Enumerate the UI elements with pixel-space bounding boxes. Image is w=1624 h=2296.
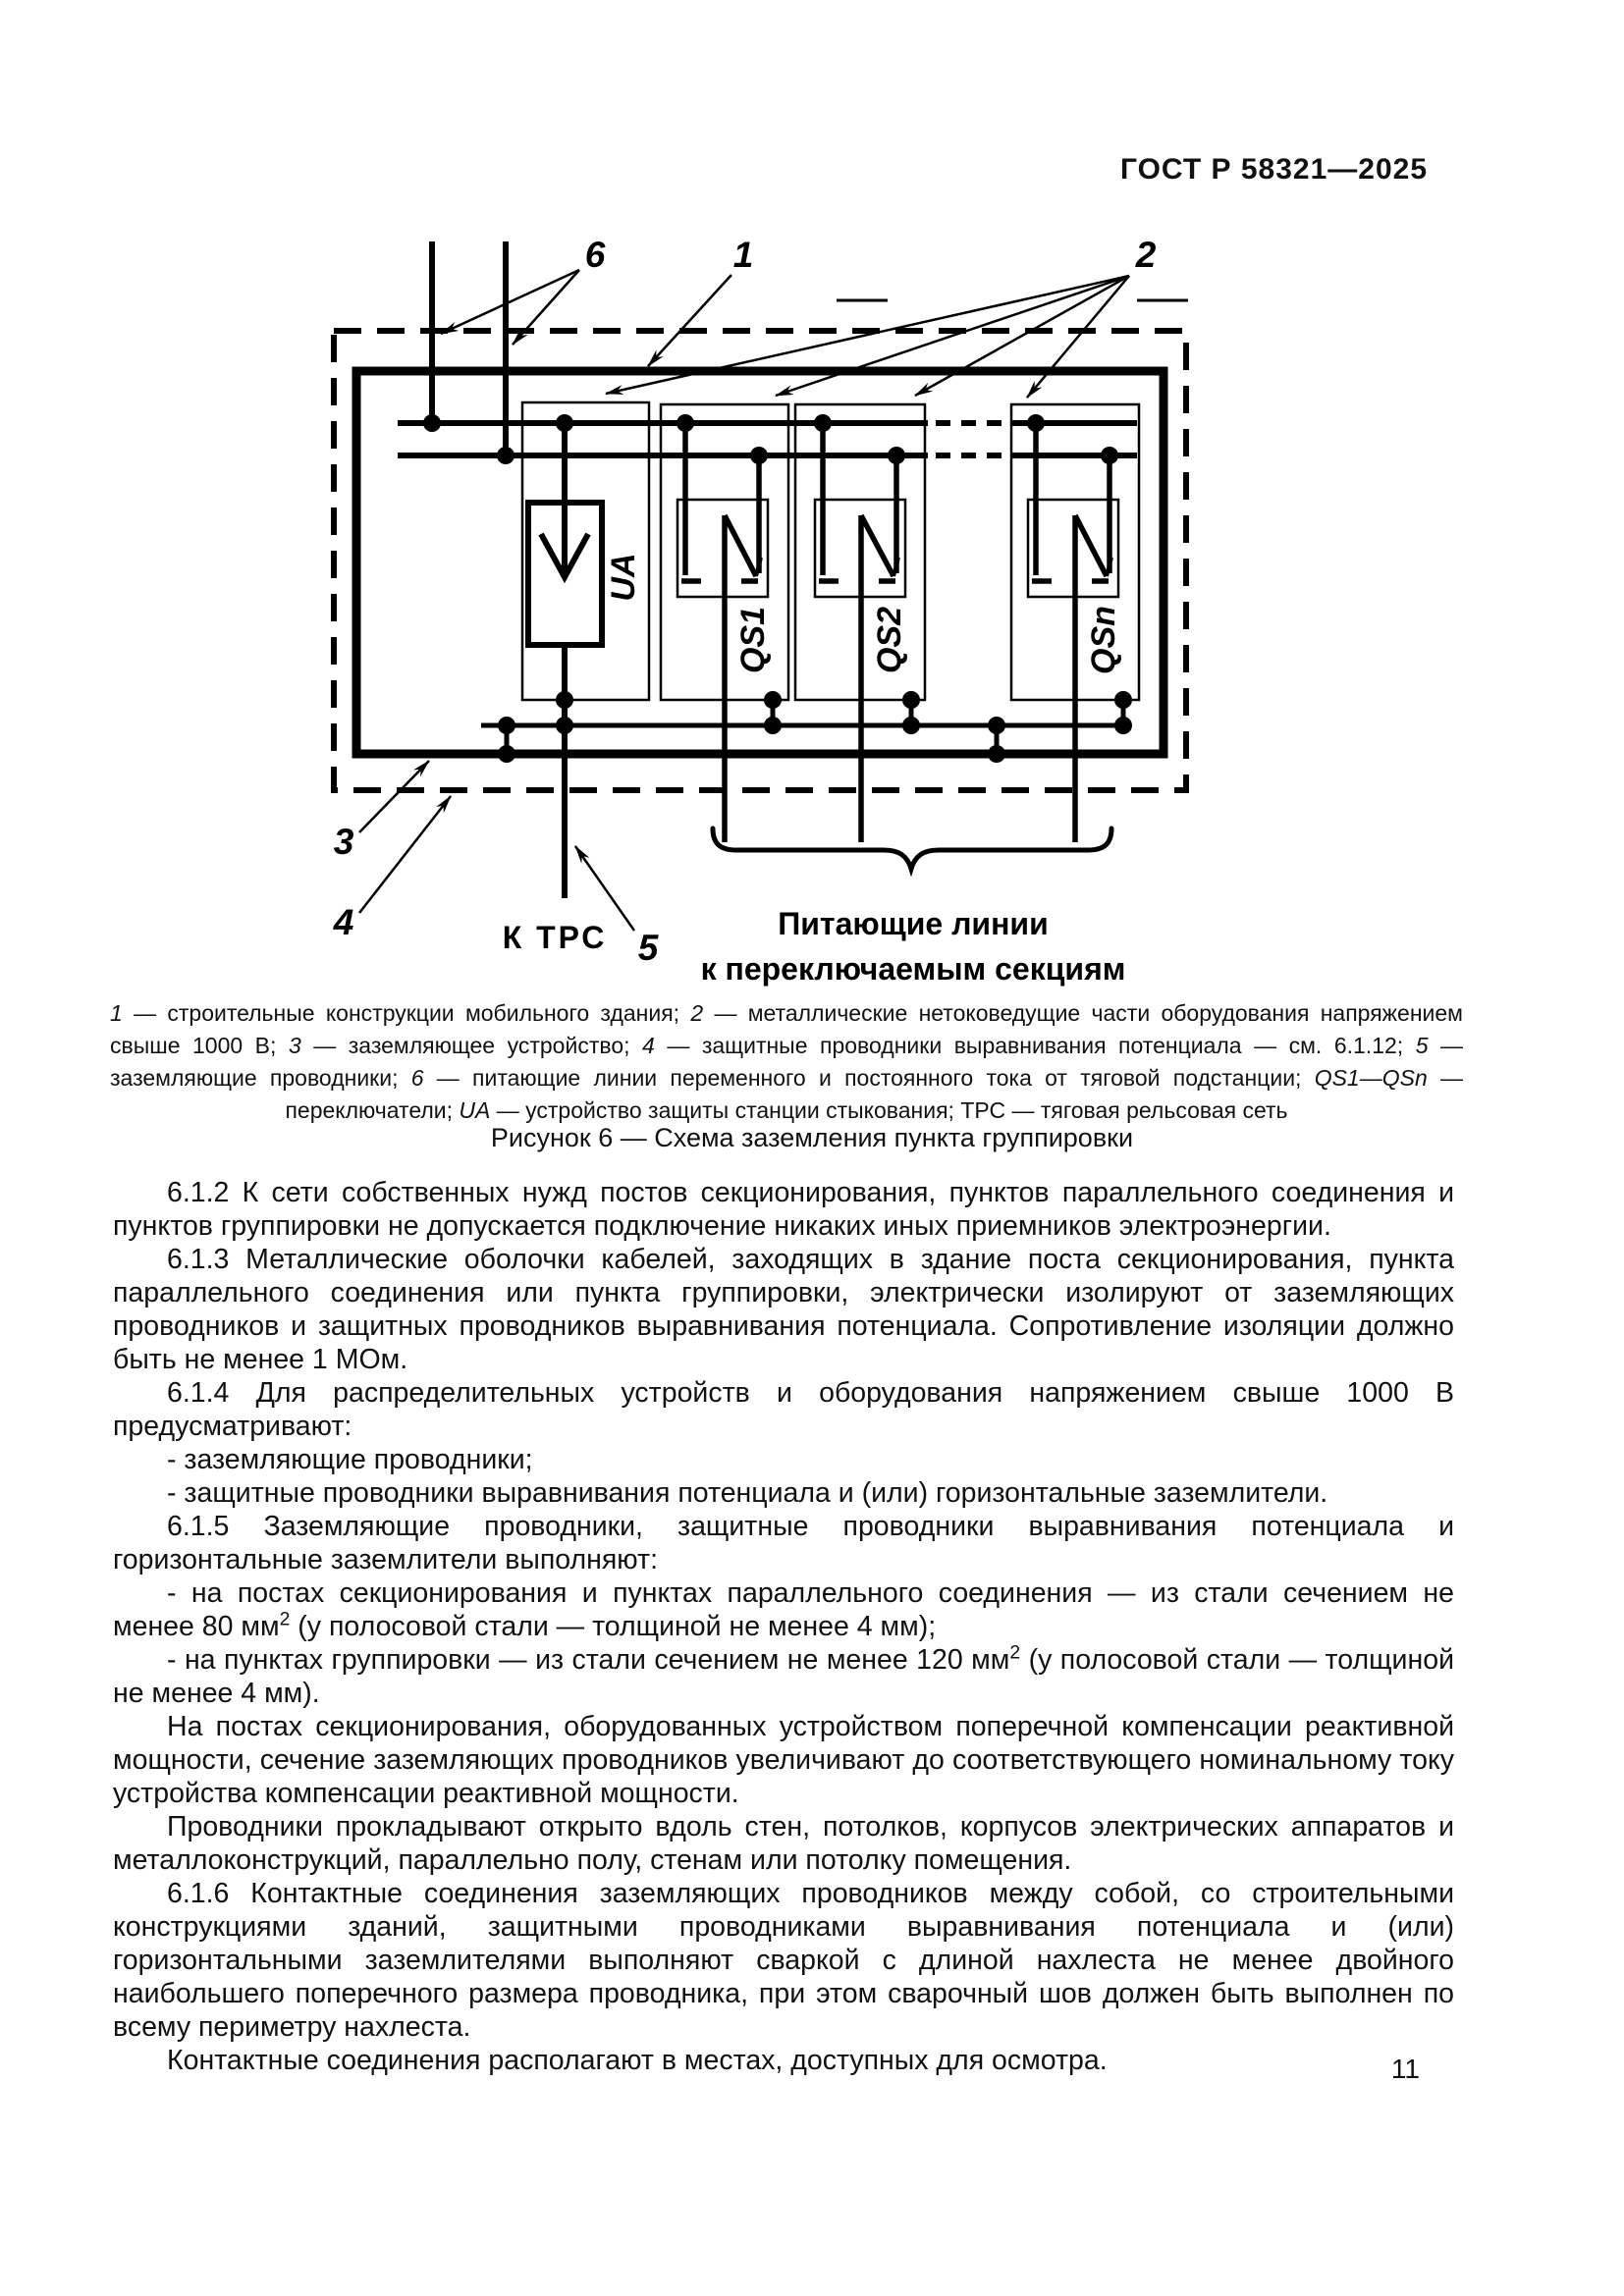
page-number: 11 <box>1390 2054 1420 2084</box>
junction-dot <box>556 717 573 734</box>
text-segment: Проводники прокладывают открыто вдоль стен, потолков, корпусов электрических аппаратов и металлоконструкций, параллельно полу, стенам или потолку помещения. <box>113 1811 1454 1876</box>
leader-2c <box>915 276 1129 396</box>
leader-5 <box>575 846 634 931</box>
body-paragraph <box>113 1576 1454 1643</box>
body-paragraph <box>113 1810 1454 1877</box>
junction-dot <box>556 691 573 709</box>
junction-dot <box>1101 447 1118 464</box>
text-segment: - на постах секционирования и пунктах параллельного соединения — из стали сечением не менее 80 мм <box>113 1577 1454 1642</box>
body-paragraph <box>113 1710 1454 1810</box>
qsn-label: QSn <box>1085 606 1122 674</box>
qs1-blade <box>725 515 756 576</box>
equipment-enclosures <box>522 402 1139 700</box>
ref-label-1: 1 <box>732 235 754 275</box>
text-segment: — заземляющие проводники; <box>110 1033 1463 1091</box>
junction-dot <box>988 745 1005 763</box>
ref-label-6: 6 <box>584 235 606 275</box>
leader-1 <box>648 275 731 366</box>
qs2-blade <box>861 515 893 576</box>
document-code-header: ГОСТ Р 58321—2025 <box>1119 153 1428 186</box>
junction-dot <box>888 447 905 464</box>
qs2-label: QS2 <box>871 606 908 674</box>
junction-dot <box>556 414 573 432</box>
body-paragraph <box>113 1376 1454 1443</box>
feeding-lines-brace <box>713 828 1111 869</box>
junction-dot <box>497 447 514 464</box>
junction-dot <box>902 691 920 709</box>
body-paragraph <box>113 1510 1454 1576</box>
body-paragraph <box>113 1243 1454 1376</box>
text-segment: 1 <box>110 1000 123 1026</box>
ua-label: UA <box>605 553 642 602</box>
text-segment: — питающие линии переменного и постоянного тока от тяговой подстанции; <box>423 1065 1315 1091</box>
text-segment: — заземляющее устройство; <box>300 1033 643 1058</box>
junction-dot <box>902 717 920 734</box>
superscript-text: 2 <box>279 1608 291 1630</box>
text-segment: 6.1.2 К сети собственных нужд постов секционирования, пунктов параллельного соединения и пунктов группировки не допускается подключение никаких иных приемников электроэнергии. <box>113 1177 1454 1242</box>
junction-dot <box>1114 717 1132 734</box>
leader-4 <box>359 796 451 913</box>
text-segment: 2 <box>690 1000 704 1026</box>
junction-dot <box>498 745 515 763</box>
junction-dot <box>677 414 694 432</box>
qsn-blade <box>1075 515 1107 576</box>
text-segment: — строительные конструкции мобильного здания; <box>122 1000 691 1026</box>
ref-label-3: 3 <box>333 822 354 862</box>
to-trs-label: К ТРС <box>502 920 608 955</box>
text-segment: QS1—QSn <box>1314 1065 1428 1091</box>
qs1-label: QS1 <box>734 606 772 674</box>
text-segment: — устройство защиты станции стыкования; ТРС — тяговая рельсовая сеть <box>490 1097 1288 1123</box>
text-segment: Контактные соединения располагают в местах, доступных для осмотра. <box>167 2045 1108 2076</box>
text-segment: 4 <box>642 1033 655 1058</box>
text-segment: 3 <box>288 1033 301 1058</box>
junction-dot <box>423 414 441 432</box>
ref-label-2: 2 <box>1135 235 1157 275</box>
text-segment: - заземляющие проводники; <box>167 1444 533 1475</box>
text-segment: На постах секционирования, оборудованных устройством поперечной компенсации реактивной мощности, сечение заземляющих проводников увеличивают до соответствующего номинальному току устройства компенсации реактивной мощности. <box>113 1711 1454 1809</box>
text-segment: UA <box>459 1097 491 1123</box>
superscript-text: 2 <box>1009 1641 1021 1664</box>
brace-caption-line1: Питающие линии <box>778 906 1049 941</box>
junction-dot <box>764 691 782 709</box>
figure-title: Рисунок 6 — Схема заземления пункта группировки <box>490 1123 1134 1152</box>
body-paragraph <box>113 2044 1454 2077</box>
brace-caption-line2: к переключаемым секциям <box>700 951 1126 987</box>
junction-dot <box>814 414 832 432</box>
leader-3 <box>359 761 429 832</box>
document-body <box>113 1176 1454 2077</box>
body-paragraph <box>113 1877 1454 2044</box>
text-segment: — металлические нетоковедущие части оборудования напряжением свыше 1000 В; <box>110 1000 1463 1058</box>
leader-6a <box>441 270 579 334</box>
ref-label-5: 5 <box>637 928 659 968</box>
body-paragraph <box>113 1643 1454 1710</box>
junction-dot <box>1027 414 1045 432</box>
text-segment: - защитные проводники выравнивания потенциала и (или) горизонтальные заземлители. <box>167 1477 1328 1509</box>
text-segment: 6.1.6 Контактные соединения заземляющих проводников между собой, со строительными конструкциями зданий, защитными проводниками выравнивания потенциала и (или) горизонтальными заземлителями выполняют сваркой с длиной нахлеста не менее двойного наибольшего поперечного размера проводника, при этом сварочный шов должен быть выполнен по всему периметру нахлеста. <box>113 1878 1454 2043</box>
junction-dot <box>764 717 782 734</box>
body-paragraph <box>113 1176 1454 1243</box>
text-segment: (у полосовой стали — толщиной не менее 4 мм). <box>113 1644 1454 1709</box>
text-segment: 6 <box>410 1065 424 1091</box>
ua-device <box>528 423 602 898</box>
junction-dot <box>750 447 768 464</box>
body-paragraph <box>113 1443 1454 1476</box>
text-segment: 6.1.3 Металлические оболочки кабелей, заходящих в здание поста секционирования, пункта параллельного соединения или пункта группировки, электрически изолируют от заземляющих проводников и защитных проводников выравнивания потенциала. Сопротивление изоляции должно быть не менее 1 МОм. <box>113 1244 1454 1375</box>
text-segment: (у полосовой стали — толщиной не менее 4 мм); <box>290 1611 937 1642</box>
text-segment: 5 <box>1415 1033 1429 1058</box>
text-segment: 6.1.4 Для распределительных устройств и оборудования напряжением свыше 1000 В предусматривают: <box>113 1377 1454 1442</box>
leader-2a <box>606 276 1129 394</box>
ref-label-4: 4 <box>333 902 354 942</box>
text-segment: — переключатели; <box>285 1065 1463 1123</box>
text-segment: — защитные проводники выравнивания потенциала — см. 6.1.12; <box>654 1033 1416 1058</box>
body-paragraph <box>113 1476 1454 1510</box>
figure-legend <box>110 997 1463 1127</box>
junction-dot <box>988 717 1005 734</box>
junction-dot <box>1114 691 1132 709</box>
grounding-scheme-figure <box>0 0 1624 991</box>
leader-2b <box>776 276 1129 396</box>
text-segment: - на пунктах группировки — из стали сечением не менее 120 мм <box>167 1644 1010 1676</box>
junction-dot <box>498 717 515 734</box>
text-segment: 6.1.5 Заземляющие проводники, защитные проводники выравнивания потенциала и горизонтальные заземлители выполняют: <box>113 1511 1454 1575</box>
